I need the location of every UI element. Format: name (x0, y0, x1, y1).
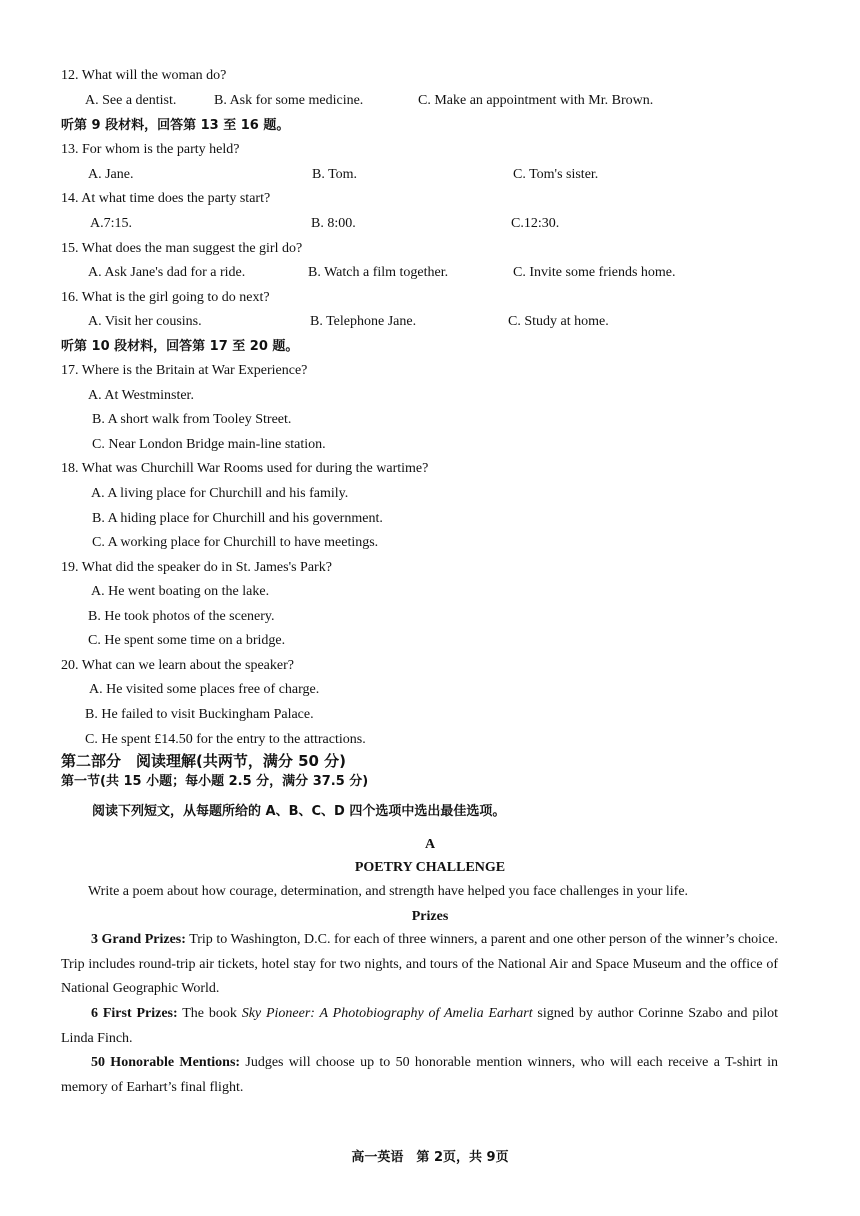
question-13: 13. For whom is the party held? (61, 142, 240, 157)
reading-instruction: 阅读下列短文，从每题所给的 A、B、C、D 四个选项中选出最佳选项。 (92, 804, 506, 819)
q19-option-c: C. He spent some time on a bridge. (88, 633, 286, 648)
q13-option-b: B. Tom. (312, 167, 358, 182)
question-20: 20. What can we learn about the speaker? (61, 658, 294, 673)
q16-option-b: B. Telephone Jane. (310, 314, 417, 329)
q17-option-b: B. A short walk from Tooley Street. (92, 412, 292, 427)
passage-letter: A (424, 837, 436, 852)
question-19: 19. What did the speaker do in St. James's Park? (61, 560, 332, 575)
section-10-instruction: 听第 10 段材料，回答第 17 至 20 题。 (61, 339, 299, 354)
honorable-mentions-label: 50 Honorable Mentions: (91, 1055, 241, 1070)
first-prizes-text-pre: The book (177, 1006, 242, 1021)
q16-option-c: C. Study at home. (508, 314, 609, 329)
q12-option-c: C. Make an appointment with Mr. Brown. (418, 93, 654, 108)
question-12: 12. What will the woman do? (61, 68, 227, 83)
prizes-heading: Prizes (411, 909, 449, 924)
part-two-heading: 第二部分 阅读理解(共两节，满分 50 分) (61, 752, 347, 770)
q12-option-b: B. Ask for some medicine. (214, 93, 364, 108)
q20-option-b: B. He failed to visit Buckingham Palace. (85, 707, 314, 722)
q12-option-a: A. See a dentist. (85, 93, 177, 108)
section-9-instruction: 听第 9 段材料，回答第 13 至 16 题。 (61, 118, 290, 133)
question-16: 16. What is the girl going to do next? (61, 290, 270, 305)
q13-option-a: A. Jane. (88, 167, 134, 182)
passage-intro: Write a poem about how courage, determination, and strength have helped you face challenges in your life. (88, 884, 689, 899)
q13-option-c: C. Tom's sister. (513, 167, 599, 182)
q14-option-a: A.7:15. (90, 216, 132, 231)
q16-option-a: A. Visit her cousins. (88, 314, 202, 329)
q18-option-c: C. A working place for Churchill to have meetings. (92, 535, 379, 550)
q20-option-a: A. He visited some places free of charge. (89, 682, 320, 697)
section-one-heading: 第一节(共 15 小题；每小题 2.5 分，满分 37.5 分) (61, 774, 369, 789)
q14-option-c: C.12:30. (511, 216, 560, 231)
first-prizes-label: 6 First Prizes: (91, 1006, 178, 1021)
question-17: 17. Where is the Britain at War Experience? (61, 363, 308, 378)
first-prizes-text-post: signed by author Corinne Szabo and pilot Linda Finch. (61, 1006, 779, 1046)
honorable-mentions-paragraph (61, 1051, 778, 1100)
question-18: 18. What was Churchill War Rooms used for during the wartime? (61, 461, 429, 476)
grand-prizes-label: 3 Grand Prizes: (91, 932, 186, 947)
question-15: 15. What does the man suggest the girl do? (61, 241, 303, 256)
q19-option-b: B. He took photos of the scenery. (88, 609, 275, 624)
q17-option-a: A. At Westminster. (88, 388, 194, 403)
page-footer: 高一英语 第 2页，共 9页 (351, 1150, 509, 1165)
q14-option-b: B. 8:00. (311, 216, 356, 231)
q15-option-c: C. Invite some friends home. (513, 265, 676, 280)
grand-prizes-paragraph (61, 928, 778, 1002)
first-prizes-book-title: Sky Pioneer: A Photobiography of Amelia Earhart (241, 1006, 533, 1021)
grand-prizes-text: Trip to Washington, D.C. for each of three winners, a parent and one other person of the winner’s choice. Trip includes round-trip air tickets, hotel stay for two nights, and tours of the National Air and Space Museum and the office of National Geographic World. (61, 932, 778, 997)
q15-option-a: A. Ask Jane's dad for a ride. (88, 265, 246, 280)
q15-option-b: B. Watch a film together. (308, 265, 449, 280)
passage-title: POETRY CHALLENGE (354, 860, 506, 875)
q20-option-c: C. He spent £14.50 for the entry to the attractions. (85, 732, 366, 747)
first-prizes-paragraph (61, 1002, 778, 1051)
q17-option-c: C. Near London Bridge main-line station. (92, 437, 326, 452)
honorable-mentions-text: Judges will choose up to 50 honorable mention winners, who will each receive a T-shirt in memory of Earhart’s final flight. (61, 1055, 778, 1095)
q19-option-a: A. He went boating on the lake. (91, 584, 270, 599)
q18-option-a: A. A living place for Churchill and his family. (91, 486, 349, 501)
question-14: 14. At what time does the party start? (61, 191, 271, 206)
q18-option-b: B. A hiding place for Churchill and his government. (92, 511, 383, 526)
